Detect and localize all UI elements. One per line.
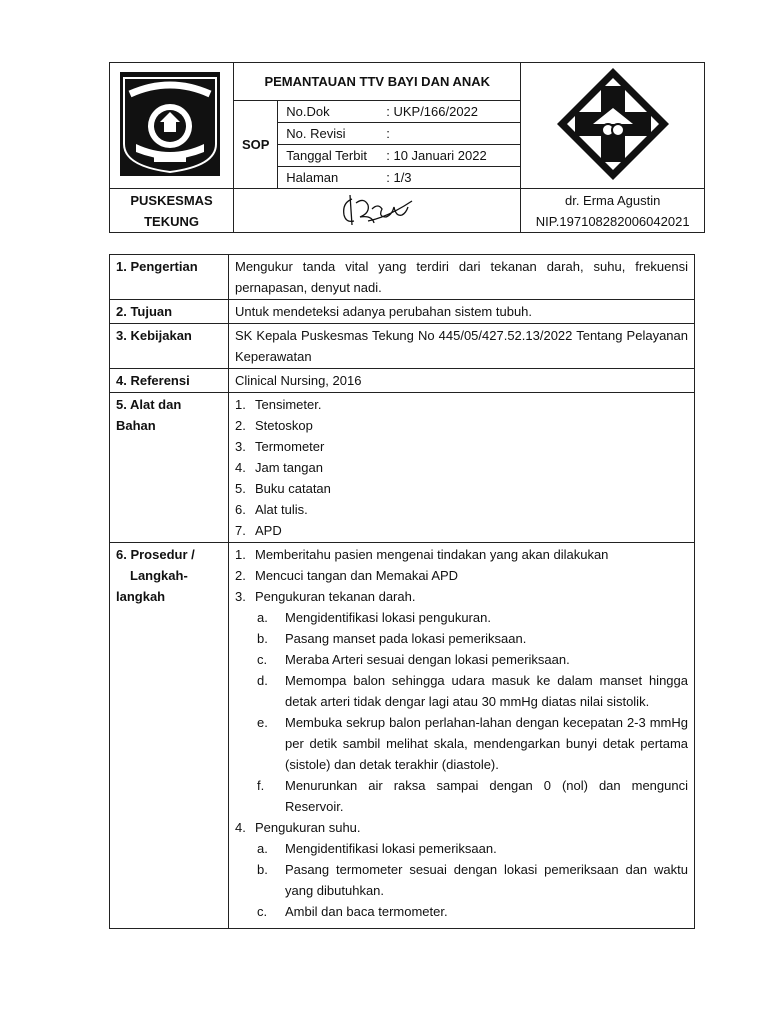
puskesmas-logo-icon xyxy=(553,64,673,184)
signer-cell xyxy=(521,189,705,233)
row-kebijakan: 3. Kebijakan SK Kepala Puskesmas Tekung No 445/05/427.52.13/2022 Tentang Pelayanan Keperawatan xyxy=(110,324,695,369)
meta-cell xyxy=(278,101,521,189)
substep-item: f. Menurunkan air raksa sampai dengan 0 (nol) dan mengunci Reservoir. xyxy=(257,778,688,814)
list-item: 6. Alat tulis. xyxy=(235,502,308,517)
row-pengertian: 1. Pengertian Mengukur tanda vital yang terdiri dari tekanan darah, suhu, frekuensi pernapasan, denyut nadi. xyxy=(110,255,695,300)
meta-tanggal-terbit: Tanggal Terbit : 10 Januari 2022 xyxy=(278,145,520,167)
document-title: PEMANTAUAN TTV BAYI DAN ANAK xyxy=(234,63,521,101)
row-prosedur: 6. Prosedur / Langkah- langkah 1. Memberitahu pasien mengenai tindakan yang akan dilakukan 2. Mencuci tangan dan Memakai APD 3. Pengukuran tekanan darah. a. Mengidentifikasi lokasi pengukuran. b. Pasang manset pada lokasi pemeriksaan. c. Meraba Arteri sesuai dengan lokasi pemeriksaan. d. Memompa balon sehingga udara masuk ke dalam manset hingga detak arteri tidak dengar lagi atau 30 mmHg diatas nilai sistolik. e. Membuka sekrup balon perlahan-lahan dengan kecepatan 2-3 mmHg per detik sambil melihat skala, mendengarkan bunyi detak pertama (sistole) dan detak terakhir (diastole). f. Menurunkan air raksa sampai dengan 0 (nol) dan mengunci Reservoir. 4. Pengukuran suhu. a. Mengidentifikasi lokasi pemeriksaan. b. Pasang termometer sesuai dengan lokasi pemeriksaan dan waktu yang dibutuhkan. c. Ambil dan baca termometer. xyxy=(110,543,695,929)
substep-item: a. Mengidentifikasi lokasi pemeriksaan. xyxy=(257,841,497,856)
meta-halaman: Halaman : 1/3 xyxy=(286,170,412,185)
substep-item: c. Ambil dan baca termometer. xyxy=(257,904,448,919)
step-item: 1. Memberitahu pasien mengenai tindakan yang akan dilakukan xyxy=(235,547,609,562)
header-table xyxy=(109,62,705,233)
substep-item: d. Memompa balon sehingga udara masuk ke dalam manset hingga detak arteri tidak dengar lagi atau 30 mmHg diatas nilai sistolik. xyxy=(257,673,688,709)
signer-name: dr. Erma Agustin xyxy=(564,192,661,208)
pengertian-text: Mengukur tanda vital yang terdiri dari tekanan darah, suhu, frekuensi pernapasan, denyut nadi. xyxy=(229,255,695,300)
step-item: 2. Mencuci tangan dan Memakai APD xyxy=(235,568,459,583)
signer-nip: NIP.197108282006042021 xyxy=(535,213,690,229)
logo-cell xyxy=(110,63,234,189)
step-item: 3. Pengukuran tekanan darah. xyxy=(235,589,416,604)
substep-item: c. Meraba Arteri sesuai dengan lokasi pemeriksaan. xyxy=(257,652,570,667)
list-item: 1. Tensimeter. xyxy=(235,397,322,412)
list-item: 3. Termometer xyxy=(235,439,325,454)
tujuan-text: Untuk mendeteksi adanya perubahan sistem tubuh. xyxy=(229,300,695,324)
puskesmas-logo-cell xyxy=(521,63,705,189)
meta-no-dok: No.Dok : UKP/166/2022 xyxy=(278,101,520,123)
substep-item: a. Mengidentifikasi lokasi pengukuran. xyxy=(257,610,491,625)
step-item: 4. Pengukuran suhu. xyxy=(235,820,361,835)
kabupaten-lumajang-logo-icon xyxy=(110,64,230,184)
referensi-text: Clinical Nursing, 2016 xyxy=(229,369,695,393)
alat-list xyxy=(229,393,695,543)
puskesmas-name: PUSKESMAS TEKUNG xyxy=(110,189,234,233)
meta-no-revisi: No. Revisi : xyxy=(278,123,520,145)
signature-icon xyxy=(332,191,422,227)
sop-content-table xyxy=(109,254,695,929)
list-item: 4. Jam tangan xyxy=(235,460,323,475)
row-referensi: 4. Referensi Clinical Nursing, 2016 xyxy=(110,369,695,393)
row-alat-bahan: 5. Alat dan Bahan 1. Tensimeter. 2. Stetoskop 3. Termometer 4. Jam tangan 5. Buku catatan 6. Alat tulis. 7. APD xyxy=(110,393,695,543)
kebijakan-text: SK Kepala Puskesmas Tekung No 445/05/427.52.13/2022 Tentang Pelayanan Keperawatan xyxy=(229,324,695,369)
prosedur-list xyxy=(229,543,695,929)
row-tujuan: 2. Tujuan Untuk mendeteksi adanya perubahan sistem tubuh. xyxy=(110,300,695,324)
sop-label: SOP xyxy=(234,101,278,189)
substep-item: b. Pasang termometer sesuai dengan lokasi pemeriksaan dan waktu yang dibutuhkan. xyxy=(257,862,688,898)
signature-cell xyxy=(234,189,521,233)
list-item: 2. Stetoskop xyxy=(235,418,313,433)
list-item: 5. Buku catatan xyxy=(235,481,331,496)
substep-item: b. Pasang manset pada lokasi pemeriksaan. xyxy=(257,631,527,646)
list-item: 7. APD xyxy=(235,523,282,538)
substep-item: e. Membuka sekrup balon perlahan-lahan dengan kecepatan 2-3 mmHg per detik sambil melihat skala, mendengarkan bunyi detak pertama (sistole) dan detak terakhir (diastole). xyxy=(257,715,688,772)
